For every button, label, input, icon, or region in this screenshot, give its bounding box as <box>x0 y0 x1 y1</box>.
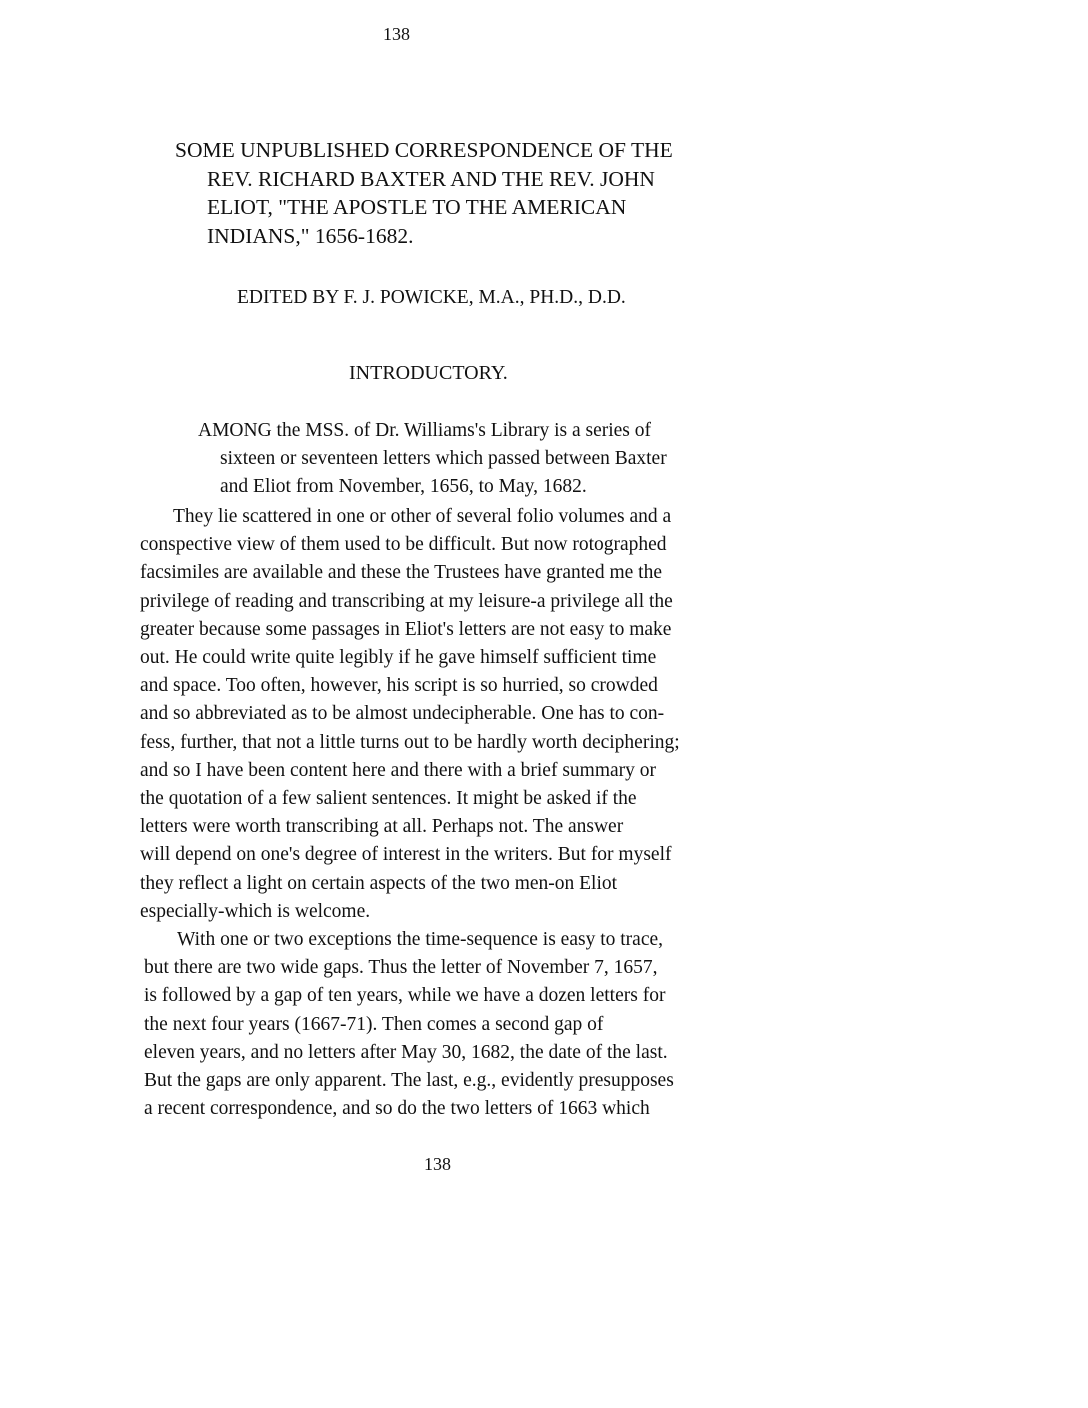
text-line: is followed by a gap of ten years, while we have a dozen letters for <box>144 985 666 1007</box>
text-line: fess, further, that not a little turns out to be hardly worth deciphering; <box>140 731 680 753</box>
article-title <box>175 136 815 250</box>
text-line: privilege of reading and transcribing at my leisure-a privilege all the <box>140 590 673 612</box>
text-line: but there are two wide gaps. Thus the letter of November 7, 1657, <box>144 957 658 979</box>
text-line: and Eliot from November, 1656, to May, 1682. <box>220 476 587 498</box>
text-line: especially-which is welcome. <box>140 900 371 922</box>
text-line: and so abbreviated as to be almost undecipherable. One has to con- <box>140 703 665 725</box>
title-line: REV. RICHARD BAXTER AND THE REV. JOHN <box>207 166 655 191</box>
text-line: out. He could write quite legibly if he gave himself sufficient time <box>140 647 657 669</box>
page-number-top: 138 <box>383 24 410 44</box>
section-heading: INTRODUCTORY. <box>349 362 508 384</box>
paragraph-1 <box>198 417 738 502</box>
text-line: sixteen or seventeen letters which passed between Baxter <box>220 448 667 470</box>
title-line: INDIANS," 1656-1682. <box>207 223 414 248</box>
text-line: a recent correspondence, and so do the two letters of 1663 which <box>144 1098 650 1120</box>
text-line: But the gaps are only apparent. The last, e.g., evidently presupposes <box>144 1070 674 1092</box>
text-line: the next four years (1667-71). Then comes a second gap of <box>144 1013 604 1035</box>
editor-credit: EDITED BY F. J. POWICKE, M.A., PH.D., D.D. <box>237 287 626 308</box>
paragraph-3 <box>144 926 744 1123</box>
text-line: letters were worth transcribing at all. Perhaps not. The answer <box>140 816 624 838</box>
text-line: the quotation of a few salient sentences. It might be asked if the <box>140 788 637 810</box>
text-line: AMONG the MSS. of Dr. Williams's Library is a series of <box>198 420 651 441</box>
paragraph-2 <box>140 503 740 926</box>
text-line: and space. Too often, however, his script is so hurried, so crowded <box>140 675 658 697</box>
text-line: conspective view of them used to be difficult. But now rotographed <box>140 534 667 556</box>
text-line: and so I have been content here and there with a brief summary or <box>140 759 657 781</box>
text-line: greater because some passages in Eliot's letters are not easy to make <box>140 618 672 640</box>
text-line: They lie scattered in one or other of several folio volumes and a <box>173 506 672 527</box>
title-line: ELIOT, "THE APOSTLE TO THE AMERICAN <box>207 195 627 219</box>
text-line: facsimiles are available and these the Trustees have granted me the <box>140 562 662 584</box>
title-line: SOME UNPUBLISHED CORRESPONDENCE OF THE <box>175 138 673 162</box>
text-line: eleven years, and no letters after May 30, 1682, the date of the last. <box>144 1041 668 1063</box>
page-number-bottom: 138 <box>424 1154 451 1174</box>
text-line: they reflect a light on certain aspects of the two men-on Eliot <box>140 872 618 894</box>
text-line: will depend on one's degree of interest in the writers. But for myself <box>140 844 672 866</box>
text-line: With one or two exceptions the time-sequence is easy to trace, <box>177 929 664 950</box>
